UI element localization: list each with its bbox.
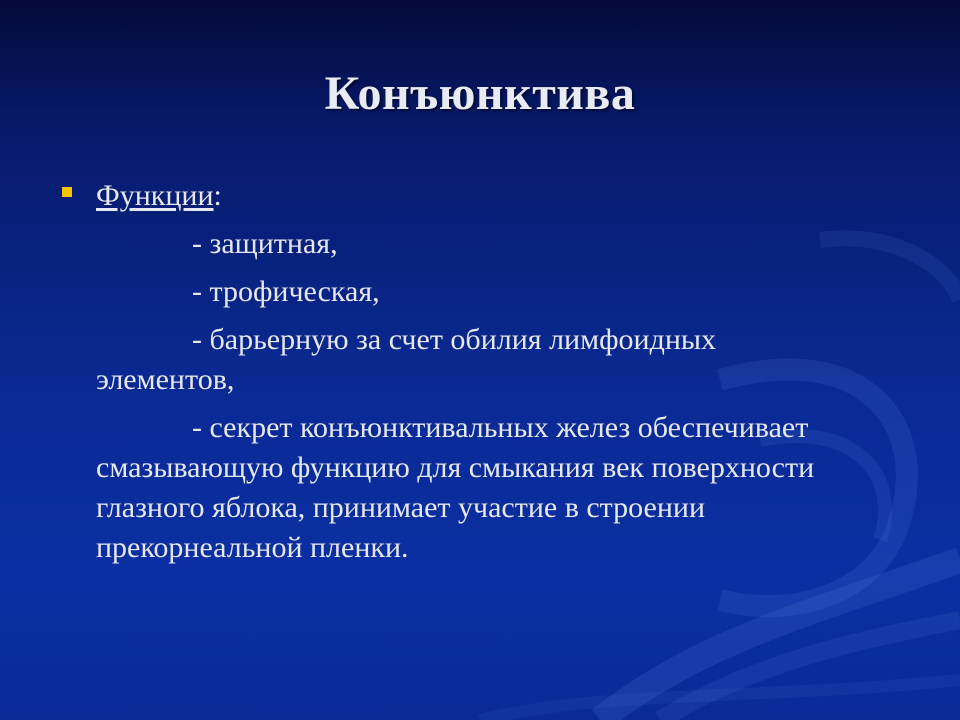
function-item-barrier: - барьерную за счет обилия лимфоидных элементов, bbox=[96, 323, 717, 396]
section-heading-colon: : bbox=[213, 179, 222, 212]
bullet-square-icon bbox=[62, 187, 72, 197]
section-heading-text: Функции bbox=[96, 179, 214, 212]
function-item-secretion: - секрет конъюнктивальных желез обеспечивает смазывающую функцию для смыкания век поверхности глазного яблока, принимает участие в строении прекорнеальной пленки. bbox=[96, 411, 815, 564]
section-heading bbox=[96, 178, 222, 214]
function-item-trophic: - трофическая, bbox=[192, 275, 380, 308]
function-item-protective: - защитная, bbox=[192, 227, 338, 260]
slide-title: Конъюнктива bbox=[324, 67, 636, 120]
function-list bbox=[96, 224, 856, 576]
